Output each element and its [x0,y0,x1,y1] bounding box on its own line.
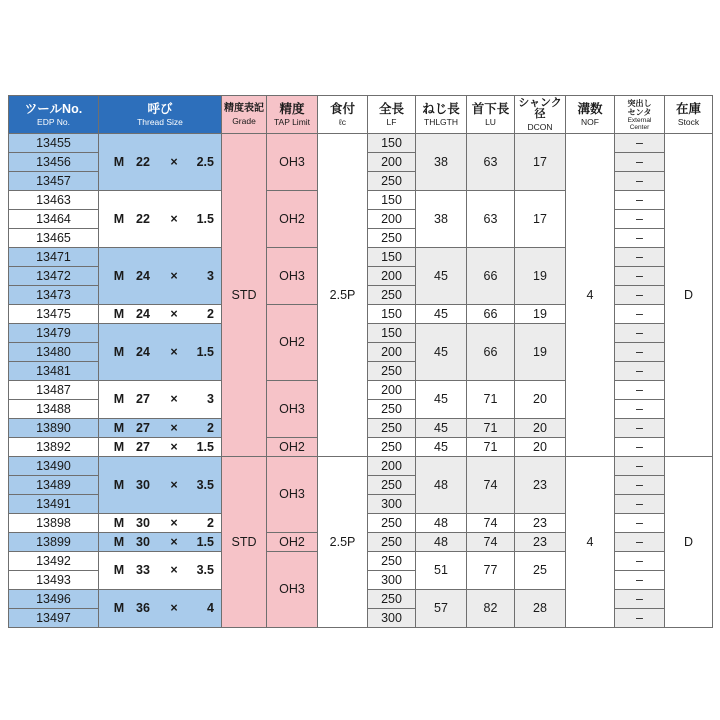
thread-pitch: 3 [207,392,214,407]
tap-limit-cell: OH2 [267,191,318,248]
thread-diameter: 27 [136,439,150,454]
thread-prefix: M [113,154,125,169]
thread-diameter: 30 [136,515,150,530]
thread-pitch: 4 [207,601,214,616]
chamfer-cell: 2.5P [318,134,368,457]
thread-diameter: 36 [136,601,150,616]
tap-limit-cell: OH3 [267,457,318,533]
lf-cell: 200 [368,457,416,476]
thread-pitch: 3.5 [196,477,214,492]
lf-cell: 250 [368,533,416,552]
edp-number-cell: 13496 [9,590,99,609]
lf-cell: 250 [368,514,416,533]
thread-times: × [170,477,178,492]
external-center-cell: – [615,343,665,362]
thread-diameter: 22 [136,211,150,226]
thread-size-cell [99,134,222,191]
tap-limit-cell: OH3 [267,552,318,628]
thread-size-cell [99,514,222,533]
external-center-cell: – [615,172,665,191]
stock-cell: D [665,134,713,457]
thread-diameter: 24 [136,344,150,359]
thread-size-cell [99,381,222,419]
external-center-cell: – [615,438,665,457]
thread-size [99,270,221,283]
edp-number-cell: 13892 [9,438,99,457]
external-center-cell: – [615,229,665,248]
edp-number-cell: 13490 [9,457,99,476]
tap-limit-cell: OH2 [267,438,318,457]
thread-times: × [170,268,178,283]
thread-size-cell [99,590,222,628]
edp-number-cell: 13471 [9,248,99,267]
nof-cell: 4 [566,457,615,628]
lf-cell: 200 [368,343,416,362]
edp-number-cell: 13493 [9,571,99,590]
edp-number-cell: 13472 [9,267,99,286]
external-center-cell: – [615,191,665,210]
header-stock: 在庫 Stock [665,96,713,134]
header-nof: 溝数 NOF [566,96,615,134]
tap-limit-cell: OH2 [267,305,318,381]
thlgth-cell: 45 [416,248,467,305]
lf-cell: 250 [368,362,416,381]
lu-cell: 71 [467,438,515,457]
edp-number-cell: 13457 [9,172,99,191]
tap-limit-cell: OH3 [267,248,318,305]
thread-diameter: 33 [136,563,150,578]
lu-cell: 77 [467,552,515,590]
thread-size-cell [99,533,222,552]
external-center-cell: – [615,457,665,476]
thread-size-cell [99,191,222,248]
external-center-cell: – [615,419,665,438]
external-center-cell: – [615,609,665,628]
external-center-cell: – [615,533,665,552]
external-center-cell: – [615,552,665,571]
thread-size-cell [99,248,222,305]
external-center-cell: – [615,362,665,381]
external-center-cell: – [615,210,665,229]
thread-times: × [170,344,178,359]
table-body [9,134,713,628]
thlgth-cell: 51 [416,552,467,590]
dcon-cell: 23 [515,533,566,552]
tap-spec-table [8,95,713,628]
lf-cell: 300 [368,571,416,590]
external-center-cell: – [615,248,665,267]
tap-limit-cell: OH3 [267,134,318,191]
lf-cell: 200 [368,210,416,229]
thread-size-cell [99,552,222,590]
thread-prefix: M [113,439,125,454]
dcon-cell: 20 [515,419,566,438]
external-center-cell: – [615,590,665,609]
thread-size [99,564,221,577]
thread-size [99,517,221,530]
thread-times: × [170,211,178,226]
dcon-cell: 28 [515,590,566,628]
lu-cell: 74 [467,533,515,552]
thread-prefix: M [113,211,125,226]
dcon-cell: 19 [515,305,566,324]
lu-cell: 63 [467,134,515,191]
thread-size [99,422,221,435]
lf-cell: 250 [368,172,416,191]
thread-times: × [170,601,178,616]
thread-times: × [170,563,178,578]
lf-cell: 150 [368,191,416,210]
thread-size [99,602,221,615]
table-row [9,457,713,476]
edp-number-cell: 13491 [9,495,99,514]
nof-cell: 4 [566,134,615,457]
thread-prefix: M [113,477,125,492]
dcon-cell: 23 [515,457,566,514]
thread-prefix: M [113,601,125,616]
thread-size-cell [99,419,222,438]
lf-cell: 250 [368,419,416,438]
header-dcon: シャンク径 DCON [515,96,566,134]
thread-size [99,536,221,549]
dcon-cell: 23 [515,514,566,533]
edp-number-cell: 13488 [9,400,99,419]
lf-cell: 250 [368,438,416,457]
thread-size-cell [99,305,222,324]
edp-number-cell: 13465 [9,229,99,248]
lu-cell: 66 [467,324,515,381]
thlgth-cell: 48 [416,533,467,552]
edp-number-cell: 13480 [9,343,99,362]
dcon-cell: 17 [515,134,566,191]
grade-cell: STD [222,134,267,457]
thread-pitch: 2 [207,515,214,530]
lf-cell: 200 [368,153,416,172]
lf-cell: 250 [368,590,416,609]
thread-pitch: 2 [207,420,214,435]
lu-cell: 63 [467,191,515,248]
external-center-cell: – [615,153,665,172]
stock-cell: D [665,457,713,628]
thread-pitch: 1.5 [196,211,214,226]
thread-pitch: 1.5 [196,534,214,549]
lu-cell: 82 [467,590,515,628]
edp-number-cell: 13479 [9,324,99,343]
thread-size [99,346,221,359]
lf-cell: 250 [368,552,416,571]
header-edp: ツールNo. EDP No. [9,96,99,134]
header-thread-size: 呼び Thread Size [99,96,222,134]
thlgth-cell: 45 [416,381,467,419]
lu-cell: 66 [467,248,515,305]
thread-prefix: M [113,306,125,321]
external-center-cell: – [615,514,665,533]
thread-pitch: 2.5 [196,154,214,169]
thread-pitch: 2 [207,306,214,321]
grade-cell: STD [222,457,267,628]
thread-diameter: 22 [136,154,150,169]
edp-number-cell: 13481 [9,362,99,381]
external-center-cell: – [615,324,665,343]
lf-cell: 200 [368,267,416,286]
edp-number-cell: 13463 [9,191,99,210]
dcon-cell: 25 [515,552,566,590]
external-center-cell: – [615,305,665,324]
thread-prefix: M [113,534,125,549]
external-center-cell: – [615,400,665,419]
edp-number-cell: 13455 [9,134,99,153]
header-lu: 首下長 LU [467,96,515,134]
thread-times: × [170,392,178,407]
thread-size [99,479,221,492]
thread-pitch: 1.5 [196,344,214,359]
edp-number-cell: 13473 [9,286,99,305]
lf-cell: 250 [368,476,416,495]
thread-size [99,156,221,169]
lf-cell: 150 [368,305,416,324]
lf-cell: 250 [368,286,416,305]
thread-prefix: M [113,268,125,283]
external-center-cell: – [615,286,665,305]
lu-cell: 74 [467,457,515,514]
thread-diameter: 30 [136,534,150,549]
thread-diameter: 24 [136,306,150,321]
header-row [9,96,713,134]
external-center-cell: – [615,495,665,514]
external-center-cell: – [615,134,665,153]
thread-size-cell [99,324,222,381]
lu-cell: 71 [467,381,515,419]
thread-pitch: 3.5 [196,563,214,578]
thread-pitch: 1.5 [196,439,214,454]
edp-number-cell: 13464 [9,210,99,229]
edp-number-cell: 13899 [9,533,99,552]
thlgth-cell: 57 [416,590,467,628]
thread-size [99,213,221,226]
thlgth-cell: 45 [416,419,467,438]
tap-limit-cell: OH3 [267,381,318,438]
lu-cell: 66 [467,305,515,324]
thlgth-cell: 38 [416,191,467,248]
thlgth-cell: 48 [416,514,467,533]
thread-prefix: M [113,392,125,407]
dcon-cell: 20 [515,381,566,419]
lu-cell: 74 [467,514,515,533]
thread-times: × [170,439,178,454]
lf-cell: 250 [368,229,416,248]
lf-cell: 200 [368,381,416,400]
thread-diameter: 30 [136,477,150,492]
edp-number-cell: 13475 [9,305,99,324]
edp-number-cell: 13497 [9,609,99,628]
thread-diameter: 27 [136,392,150,407]
lu-cell: 71 [467,419,515,438]
dcon-cell: 17 [515,191,566,248]
thlgth-cell: 45 [416,438,467,457]
dcon-cell: 19 [515,324,566,381]
lf-cell: 250 [368,400,416,419]
external-center-cell: – [615,267,665,286]
edp-number-cell: 13489 [9,476,99,495]
thread-times: × [170,420,178,435]
edp-number-cell: 13898 [9,514,99,533]
tap-limit-cell: OH2 [267,533,318,552]
thread-prefix: M [113,344,125,359]
thread-diameter: 24 [136,268,150,283]
external-center-cell: – [615,381,665,400]
header-lf: 全長 LF [368,96,416,134]
header-thlgth: ねじ長 THLGTH [416,96,467,134]
thlgth-cell: 45 [416,305,467,324]
dcon-cell: 19 [515,248,566,305]
thread-times: × [170,534,178,549]
edp-number-cell: 13487 [9,381,99,400]
edp-number-cell: 13456 [9,153,99,172]
lf-cell: 300 [368,495,416,514]
thlgth-cell: 48 [416,457,467,514]
thread-pitch: 3 [207,268,214,283]
external-center-cell: – [615,476,665,495]
lf-cell: 150 [368,324,416,343]
header-tap-limit: 精度 TAP Limit [267,96,318,134]
thread-prefix: M [113,420,125,435]
thread-times: × [170,515,178,530]
header-external-center: 突出し センタ External Center [615,96,665,134]
thread-times: × [170,154,178,169]
chamfer-cell: 2.5P [318,457,368,628]
thread-prefix: M [113,563,125,578]
thread-prefix: M [113,515,125,530]
thlgth-cell: 38 [416,134,467,191]
edp-number-cell: 13492 [9,552,99,571]
header-chamfer: 食付 ℓc [318,96,368,134]
thread-size-cell [99,438,222,457]
thread-times: × [170,306,178,321]
edp-number-cell: 13890 [9,419,99,438]
header-grade: 精度表記 Grade [222,96,267,134]
lf-cell: 150 [368,248,416,267]
thread-diameter: 27 [136,420,150,435]
lf-cell: 150 [368,134,416,153]
external-center-cell: – [615,571,665,590]
dcon-cell: 20 [515,438,566,457]
thread-size [99,308,221,321]
lf-cell: 300 [368,609,416,628]
thread-size [99,393,221,406]
thread-size-cell [99,457,222,514]
table-row [9,134,713,153]
thread-size [99,441,221,454]
thlgth-cell: 45 [416,324,467,381]
